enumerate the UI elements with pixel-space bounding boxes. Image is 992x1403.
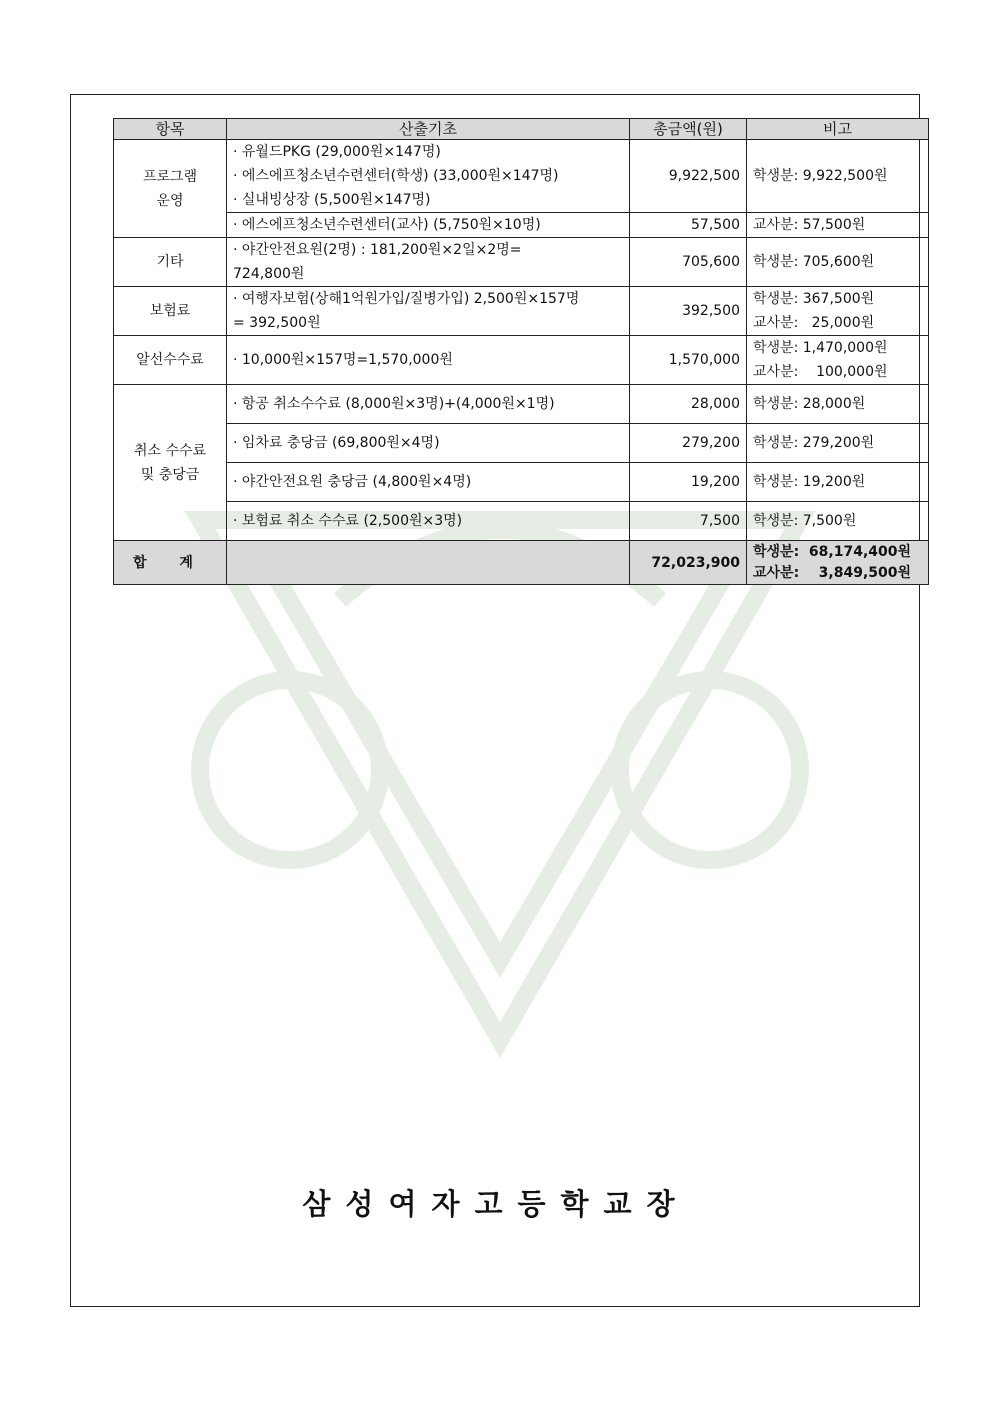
note-cell: 학생분: 7,500원 xyxy=(747,502,929,541)
total-amount: 72,023,900 xyxy=(630,541,747,585)
table-row xyxy=(114,424,929,463)
note-cell: 학생분: 279,200원 xyxy=(747,424,929,463)
basis-cell xyxy=(227,238,630,287)
basis-cell: · 항공 취소수수료 (8,000원×3명)+(4,000원×1명) xyxy=(227,385,630,424)
header-item: 항목 xyxy=(114,119,227,140)
note-cell: 교사분: 57,500원 xyxy=(747,213,929,238)
note-cell: 학생분: 705,600원 xyxy=(747,238,929,287)
note-cell: 학생분: 19,200원 xyxy=(747,463,929,502)
note-line: 학생분: 1,470,000원 xyxy=(753,340,888,356)
note-line: 교사분: 100,000원 xyxy=(753,364,888,380)
header-basis: 산출기초 xyxy=(227,119,630,140)
basis-line: 724,800원 xyxy=(233,266,305,282)
amount-cell: 705,600 xyxy=(630,238,747,287)
basis-line: · 에스에프청소년수련센터(학생) (33,000원×147명) xyxy=(233,168,559,184)
table-row xyxy=(114,213,929,238)
basis-cell: · 보험료 취소 수수료 (2,500원×3명) xyxy=(227,502,630,541)
amount-cell: 57,500 xyxy=(630,213,747,238)
note-cell: 학생분: 9,922,500원 xyxy=(747,140,929,213)
basis-cell xyxy=(227,140,630,213)
table-row xyxy=(114,238,929,287)
table-row xyxy=(114,287,929,336)
category-program: 프로그램 운영 xyxy=(114,140,227,238)
amount-cell: 7,500 xyxy=(630,502,747,541)
basis-cell: · 야간안전요원 충당금 (4,800원×4명) xyxy=(227,463,630,502)
school-principal-signature: 삼성여자고등학교장 xyxy=(302,1187,690,1221)
note-line: 학생분: 367,500원 xyxy=(753,291,875,307)
basis-line: · 유월드PKG (29,000원×147명) xyxy=(233,144,441,160)
header-note: 비고 xyxy=(747,119,929,140)
basis-cell: · 10,000원×157명=1,570,000원 xyxy=(227,336,630,385)
basis-line: · 실내빙상장 (5,500원×147명) xyxy=(233,192,431,208)
basis-line: · 야간안전요원(2명) : 181,200원×2일×2명= xyxy=(233,242,522,258)
note-cell xyxy=(747,287,929,336)
basis-cell: · 에스에프청소년수련센터(교사) (5,750원×10명) xyxy=(227,213,630,238)
table-row xyxy=(114,463,929,502)
note-line: 학생분: 68,174,400원 xyxy=(753,543,912,560)
note-line: 교사분: 25,000원 xyxy=(753,315,875,331)
amount-cell: 9,922,500 xyxy=(630,140,747,213)
total-basis-empty xyxy=(227,541,630,585)
table-row xyxy=(114,385,929,424)
amount-cell: 28,000 xyxy=(630,385,747,424)
amount-cell: 279,200 xyxy=(630,424,747,463)
category-cancel: 취소 수수료 및 충당금 xyxy=(114,385,227,541)
basis-cell: · 임차료 충당금 (69,800원×4명) xyxy=(227,424,630,463)
table-row xyxy=(114,336,929,385)
table-row xyxy=(114,140,929,213)
category-insurance: 보험료 xyxy=(114,287,227,336)
category-agency: 알선수수료 xyxy=(114,336,227,385)
amount-cell: 392,500 xyxy=(630,287,747,336)
note-cell xyxy=(747,336,929,385)
table-row xyxy=(114,502,929,541)
category-etc: 기타 xyxy=(114,238,227,287)
basis-line: · 여행자보험(상해1억원가입/질병가입) 2,500원×157명 xyxy=(233,291,580,307)
amount-cell: 1,570,000 xyxy=(630,336,747,385)
header-amount: 총금액(원) xyxy=(630,119,747,140)
budget-table xyxy=(113,118,929,585)
basis-line: = 392,500원 xyxy=(233,315,321,331)
note-line: 교사분: 3,849,500원 xyxy=(753,564,912,581)
amount-cell: 19,200 xyxy=(630,463,747,502)
basis-cell xyxy=(227,287,630,336)
note-cell: 학생분: 28,000원 xyxy=(747,385,929,424)
total-label: 합 계 xyxy=(114,541,227,585)
table-header-row xyxy=(114,119,929,140)
total-note xyxy=(747,541,929,585)
total-row xyxy=(114,541,929,585)
